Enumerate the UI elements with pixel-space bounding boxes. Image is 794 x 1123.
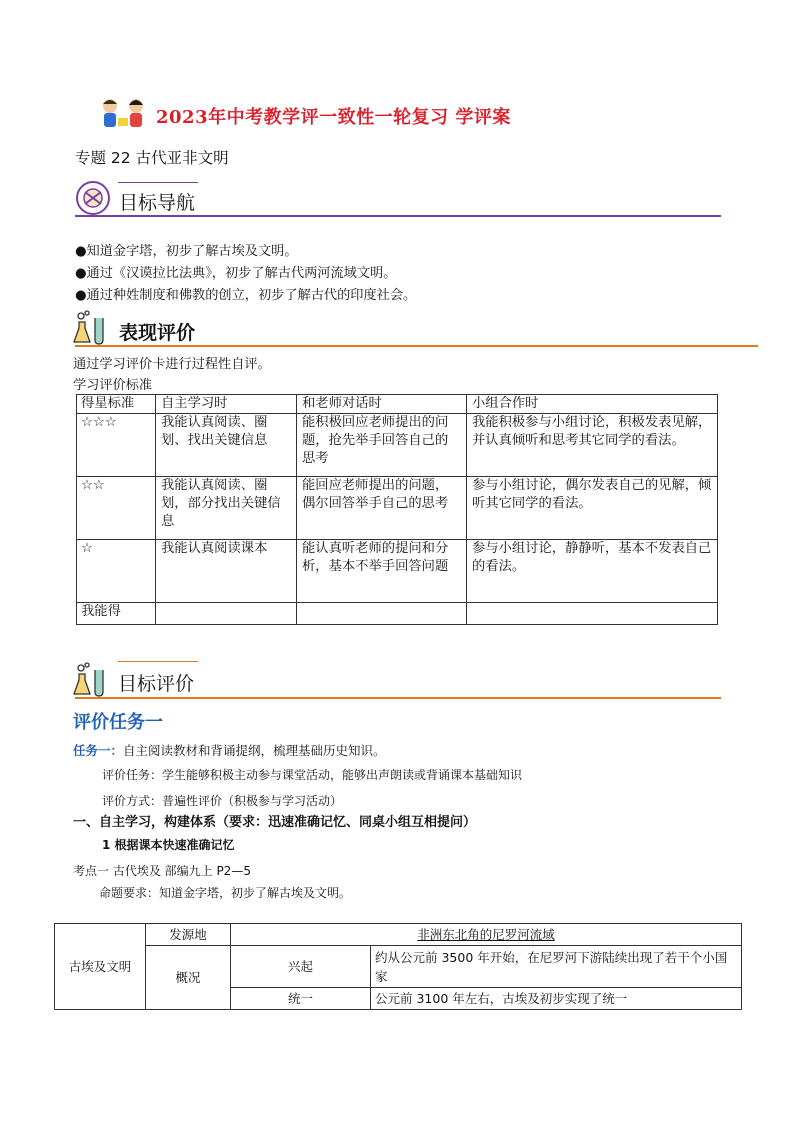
- kaodian-line: 考点一 古代埃及 部编九上 P2—5: [73, 864, 251, 878]
- table-row: [77, 603, 718, 625]
- table-cell: 概况: [146, 946, 231, 1010]
- kids-illustration: [92, 96, 156, 132]
- section-top-rule: [118, 661, 198, 662]
- goal-item: ●通过《汉谟拉比法典》，初步了解古代两河流域文明。: [75, 266, 397, 281]
- table-row: [77, 540, 718, 603]
- table-cell: 参与小组讨论，偶尔发表自己的见解，倾听其它同学的看法。: [467, 477, 718, 540]
- table-header: 自主学习时: [156, 395, 297, 414]
- table-cell: ☆: [77, 540, 156, 603]
- row-label: 古埃及文明: [55, 924, 146, 1010]
- table-cell: 我能积极参与小组讨论，积极发表见解，并认真倾听和思考其它同学的看法。: [467, 414, 718, 477]
- table-cell: 能回应老师提出的问题，偶尔回答举手自己的思考: [297, 477, 467, 540]
- part-one-heading: 一、自主学习，构建体系（要求：迅速准确记忆、同桌小组互相提问）: [73, 815, 477, 830]
- table-cell: [297, 603, 467, 625]
- table-cell: ☆☆: [77, 477, 156, 540]
- eval-task-line: 评价任务：学生能够积极主动参与课堂活动，能够出声朗读或背诵课本基础知识: [102, 768, 523, 782]
- table-cell: [156, 603, 297, 625]
- requirement-line: 命题要求：知道金字塔，初步了解古埃及文明。: [99, 886, 352, 900]
- table-cell: 公元前 3100 年左右，古埃及初步实现了统一: [371, 988, 742, 1010]
- table-cell: 能积极回应老师提出的问题，抢先举手回答自己的思考: [297, 414, 467, 477]
- flask-icon: [73, 662, 109, 698]
- table-cell: 能认真听老师的提问和分析，基本不举手回答问题: [297, 540, 467, 603]
- egypt-table: [54, 923, 742, 1010]
- banner-title: 2023年中考教学评一致性一轮复习 学评案: [156, 107, 511, 128]
- section-top-rule: [118, 182, 198, 183]
- table-row: [55, 946, 742, 988]
- table-cell: 约从公元前 3500 年开始，在尼罗河下游陆续出现了若干个小国家: [371, 946, 742, 988]
- sub-heading: 1 根据课本快速准确记忆: [102, 838, 235, 852]
- purple-rule: [75, 215, 721, 217]
- goal-item: ●知道金字塔，初步了解古埃及文明。: [75, 244, 298, 259]
- table-header: 得星标准: [77, 395, 156, 414]
- section-goal-nav: 目标导航: [119, 192, 196, 214]
- table-cell: 我能认真阅读课本: [156, 540, 297, 603]
- table-cell: ☆☆☆: [77, 414, 156, 477]
- origin-value: 非洲东北角的尼罗河流域: [417, 927, 555, 942]
- compass-icon: [75, 180, 111, 216]
- flask-icon: [73, 310, 109, 346]
- eval-method-line: 评价方式：普遍性评价（积极参与学习活动）: [102, 794, 343, 808]
- table-cell: 我能认真阅读、圈划、找出关键信息: [156, 414, 297, 477]
- performance-standard: 学习评价标准: [73, 378, 153, 393]
- table-header: 和老师对话时: [297, 395, 467, 414]
- table-row: [55, 924, 742, 946]
- table-cell: 统一: [231, 988, 371, 1010]
- table-header-row: [77, 395, 718, 414]
- performance-intro: 通过学习评价卡进行过程性自评。: [73, 357, 271, 372]
- table-cell: 我能得: [77, 603, 156, 625]
- orange-rule: [75, 697, 721, 699]
- task-label: 任务一：: [73, 743, 124, 758]
- orange-rule: [75, 345, 758, 347]
- task-text: 自主阅读教材和背诵提纲，梳理基础历史知识。: [123, 743, 386, 758]
- section-performance: 表现评价: [119, 322, 196, 344]
- task-line: [73, 741, 386, 759]
- table-row: [77, 414, 718, 477]
- table-cell: 参与小组讨论，静静听，基本不发表自己的看法。: [467, 540, 718, 603]
- evaluation-table: [76, 394, 718, 625]
- table-cell: [467, 603, 718, 625]
- table-cell: 我能认真阅读、圈划，部分找出关键信息: [156, 477, 297, 540]
- eval-task-heading: 评价任务一: [73, 712, 163, 733]
- table-cell: 发源地: [146, 924, 231, 946]
- table-header: 小组合作时: [467, 395, 718, 414]
- table-row: [77, 477, 718, 540]
- section-goal-eval: 目标评价: [118, 673, 195, 695]
- goal-item: ●通过种姓制度和佛教的创立，初步了解古代的印度社会。: [75, 288, 417, 303]
- topic-title: 专题 22 古代亚非文明: [75, 149, 229, 167]
- table-cell: [231, 924, 742, 946]
- table-cell: 兴起: [231, 946, 371, 988]
